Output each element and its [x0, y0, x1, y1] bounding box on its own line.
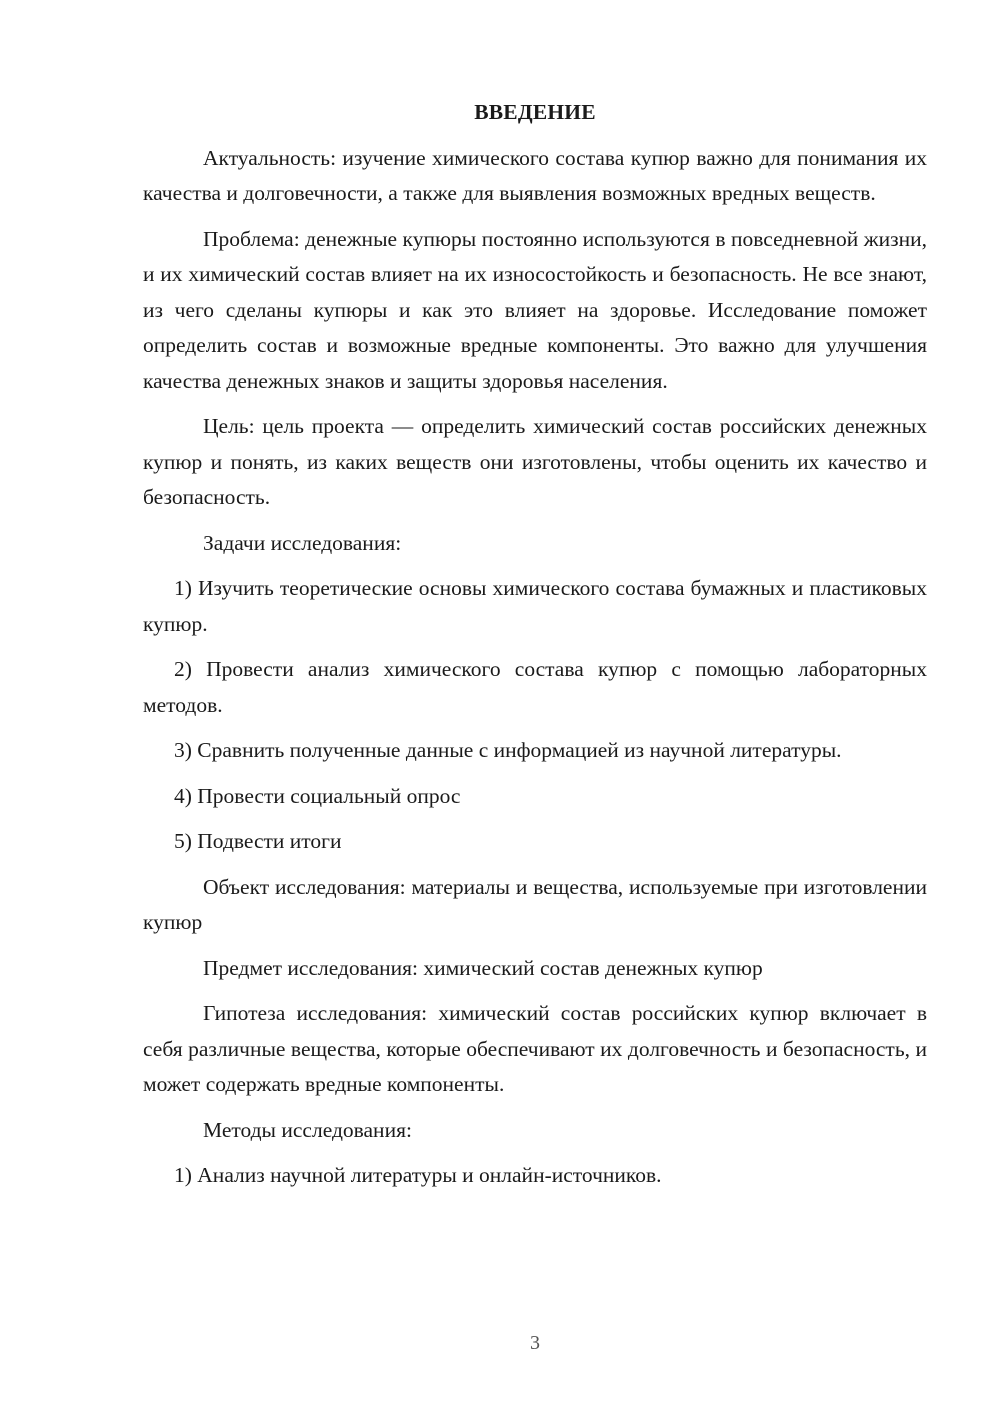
tasks-heading: Задачи исследования:: [203, 530, 402, 555]
hypothesis-paragraph: Гипотеза исследования: химический состав российских купюр включает в себя различные вещества, которые обеспечивают их долговечность и безопасность, и может содержать вредные компоненты.: [143, 1001, 927, 1096]
task-item-5: 5) Подвести итоги: [174, 829, 342, 853]
task-item-3: 3) Сравнить полученные данные с информацией из научной литературы.: [174, 738, 842, 762]
methods-heading: Методы исследования:: [203, 1117, 412, 1142]
task-item-2: 2) Провести анализ химического состава купюр с помощью лабораторных методов.: [143, 657, 927, 717]
section-title: ВВЕДЕНИЕ: [474, 100, 596, 124]
goal-paragraph: Цель: цель проекта — определить химический состав российских денежных купюр и понять, из каких веществ они изготовлены, чтобы оценить их качество и безопасность.: [143, 414, 927, 509]
subject-paragraph: Предмет исследования: химический состав денежных купюр: [203, 955, 763, 980]
problem-paragraph: Проблема: денежные купюры постоянно используются в повседневной жизни, и их химический состав влияет на их износостойкость и безопасность. Не все знают, из чего сделаны купюры и как это влияет на здоровье. Исследование поможет определить состав и возможные вредные компоненты. Это важно для улучшения качества денежных знаков и защиты здоровья населения.: [143, 226, 927, 393]
relevance-paragraph: Актуальность: изучение химического состава купюр важно для понимания их качества и долговечности, а также для выявления возможных вредных веществ.: [143, 145, 927, 205]
task-item-4: 4) Провести социальный опрос: [174, 783, 461, 808]
method-item-1: 1) Анализ научной литературы и онлайн-источников.: [174, 1163, 662, 1187]
task-item-1: 1) Изучить теоретические основы химического состава бумажных и пластиковых купюр.: [143, 576, 927, 636]
page-content: [143, 95, 927, 1204]
page-number: 3: [530, 1332, 540, 1354]
object-paragraph: Объект исследования: материалы и вещества, используемые при изготовлении купюр: [143, 874, 927, 934]
